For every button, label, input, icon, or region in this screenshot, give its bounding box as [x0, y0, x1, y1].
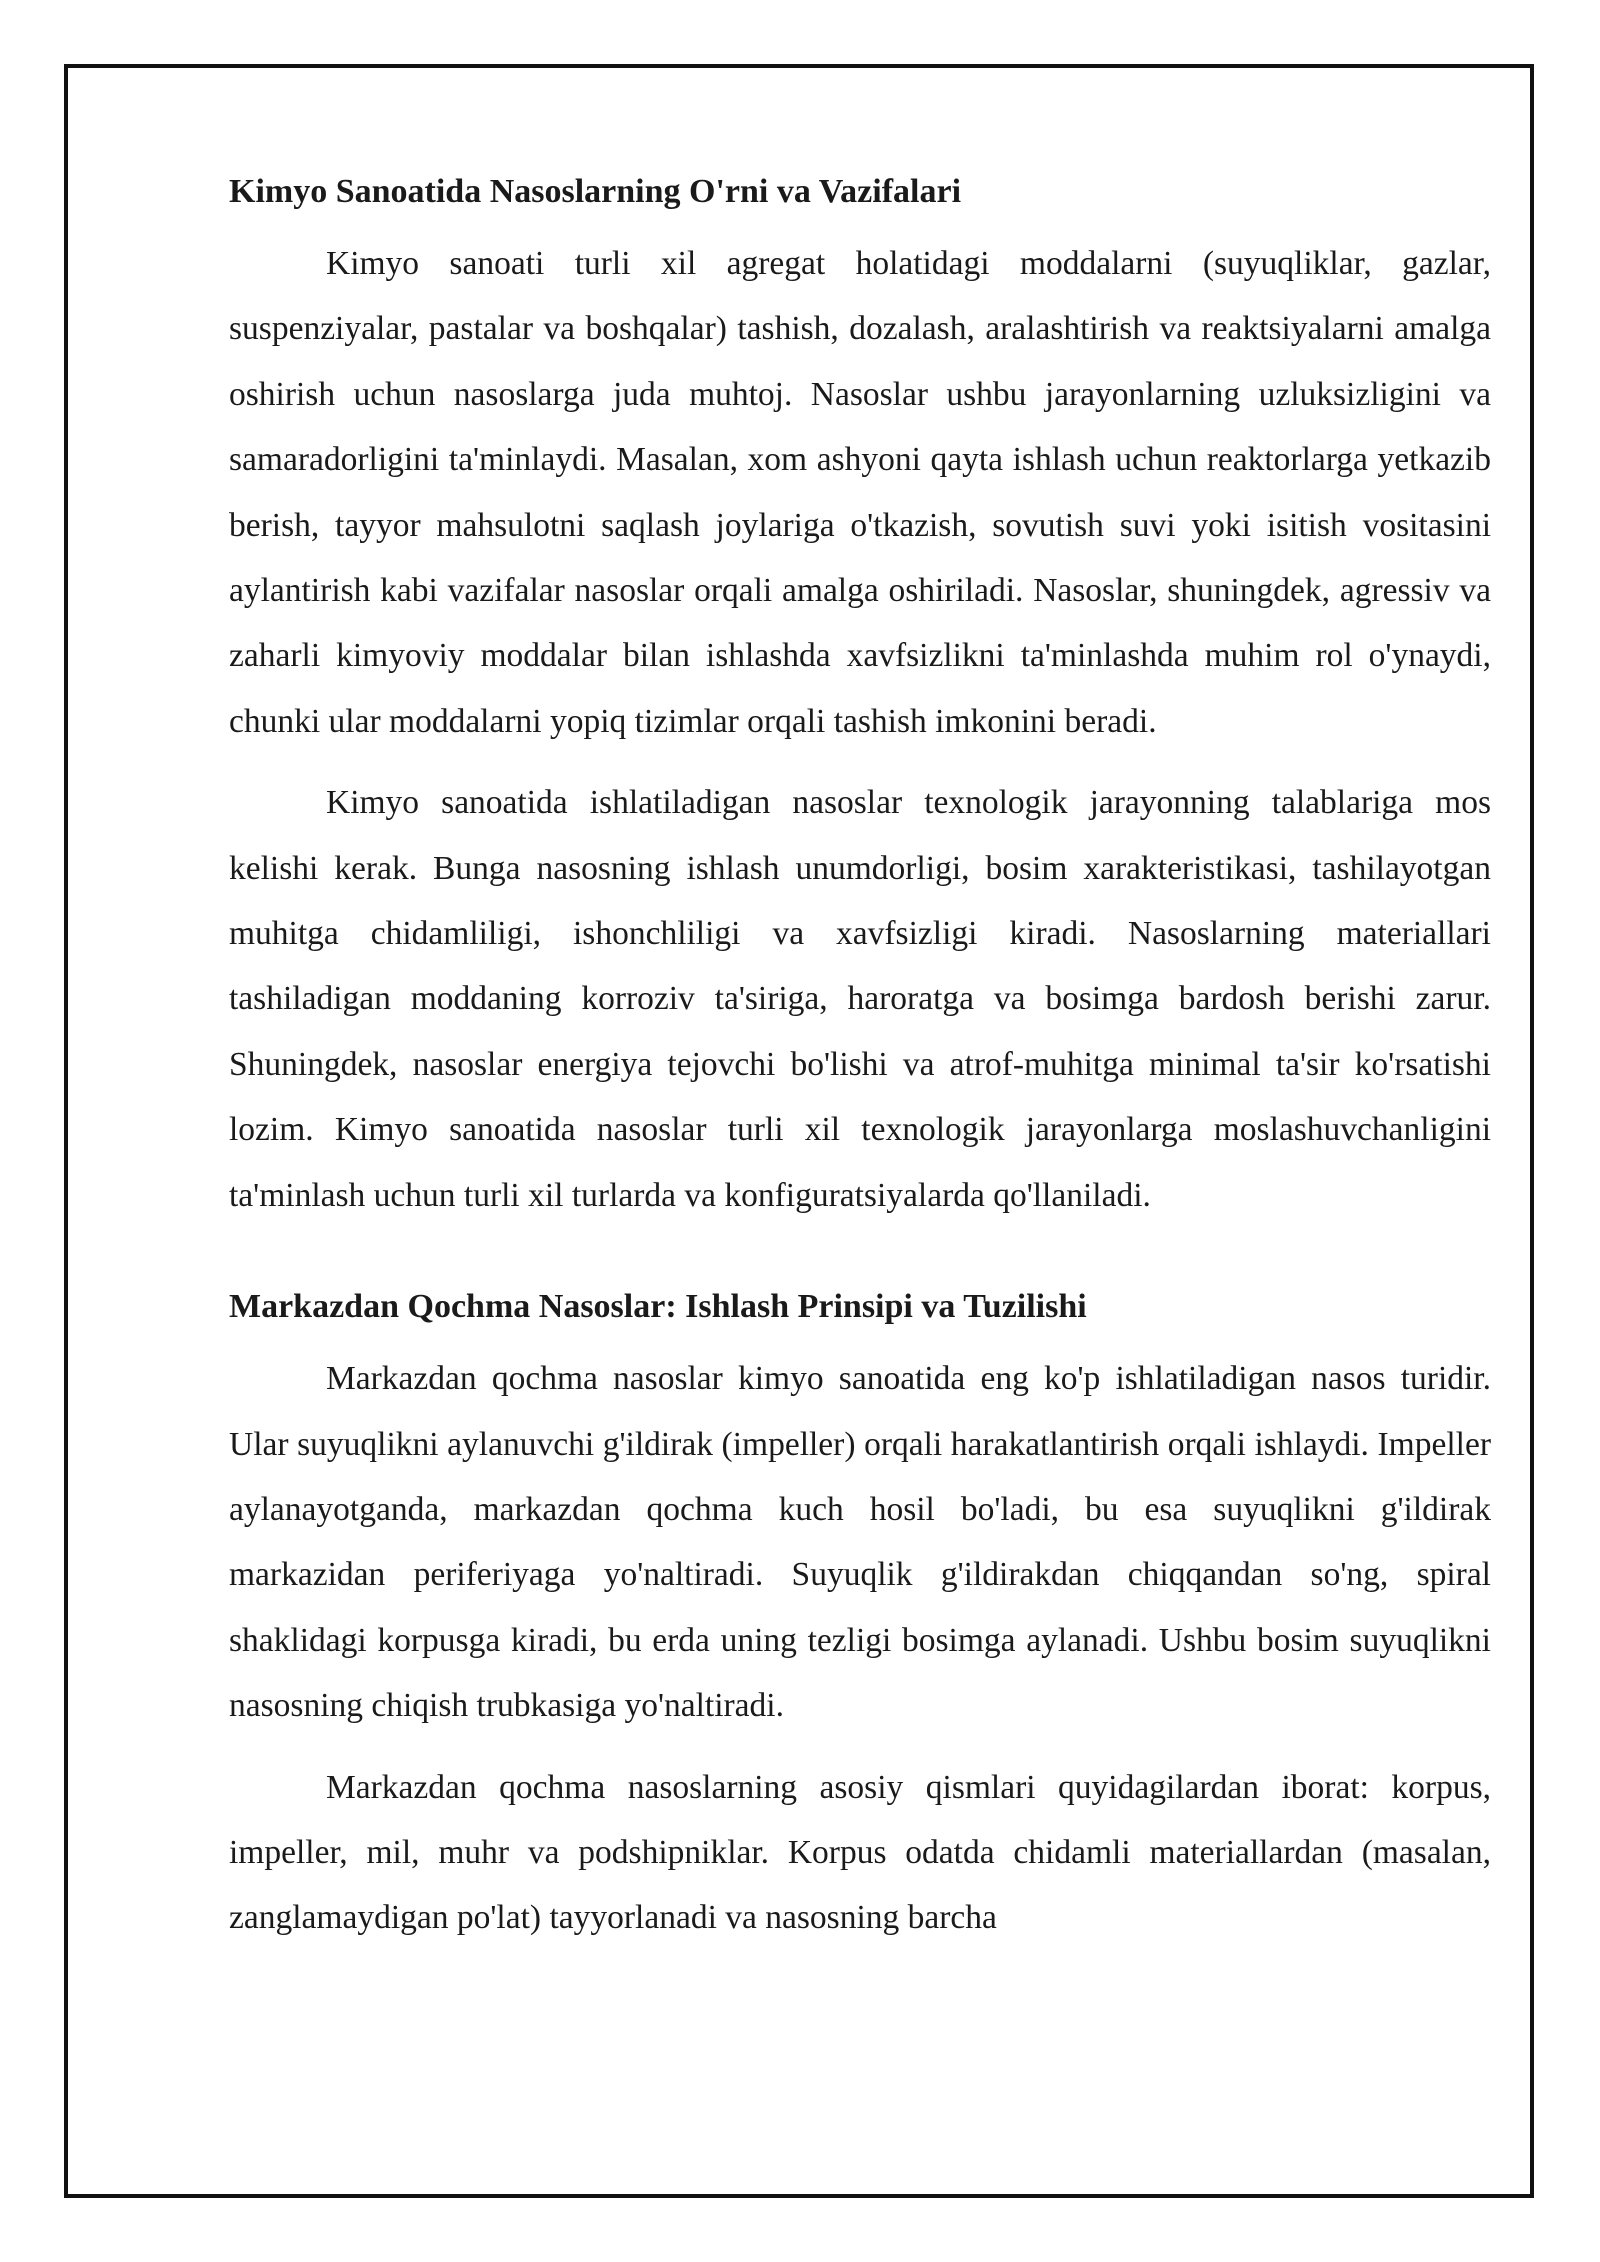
paragraph: Markazdan qochma nasoslar kimyo sanoatida eng ko'p ishlatiladigan nasos turidir. Ular suyuqlikni aylanuvchi g'ildirak (impeller) orqali harakatlantirish orqali ishlaydi. Impeller aylanayotganda, markazdan qochma kuch hosil bo'ladi, bu esa suyuqlikni g'ildirak markazidan periferiyaga yo'naltiradi. Suyuqlik g'ildirakdan chiqqandan so'ng, spiral shaklidagi korpusga kiradi, bu erda uning tezligi bosimga aylanadi. Ushbu bosim suyuqlikni nasosning chiqish trubkasiga yo'naltiradi. — [229, 1360, 1491, 1725]
section-pump-role — [229, 171, 1491, 1228]
paragraph: Kimyo sanoatida ishlatiladigan nasoslar texnologik jarayonning talablariga mos kelishi kerak. Bunga nasosning ishlash unumdorligi, bosim xarakteristikasi, tashilayotgan muhitga chidamliligi, ishonchliligi va xavfsizligi kiradi. Nasoslarning materiallari tashiladigan moddaning korroziv ta'siriga, haroratga va bosimga bardosh berishi zarur. Shuningdek, nasoslar energiya tejovchi bo'lishi va atrof-muhitga minimal ta'sir ko'rsatishi lozim. Kimyo sanoatida nasoslar turli xil texnologik jarayonlarga moslashuvchanligini ta'minlash uchun turli xil turlarda va konfiguratsiyalarda qo'llaniladi. — [229, 784, 1491, 1214]
section-title: Markazdan Qochma Nasoslar: Ishlash Prinsipi va Tuzilishi — [229, 1288, 1087, 1326]
document-body — [229, 171, 1491, 1967]
paragraph: Markazdan qochma nasoslarning asosiy qismlari quyidagilardan iborat: korpus, impeller, mil, muhr va podshipniklar. Korpus odatda chidamli materiallardan (masalan, zanglamaydigan po'lat) tayyorlanadi va nasosning barcha — [229, 1768, 1491, 1937]
section-title: Kimyo Sanoatida Nasoslarning O'rni va Vazifalari — [229, 173, 962, 210]
paragraph: Kimyo sanoati turli xil agregat holatidagi moddalarni (suyuqliklar, gazlar, suspenziyalar, pastalar va boshqalar) tashish, dozalash, aralashtirish va reaktsiyalarni amalga oshirish uchun nasoslarga juda muhtoj. Nasoslar ushbu jarayonlarning uzluksizligini va samaradorligini ta'minlaydi. Masalan, xom ashyoni qayta ishlash uchun reaktorlarga yetkazib berish, tayyor mahsulotni saqlash joylariga o'tkazish, sovutish suvi yoki isitish vositasini aylantirish kabi vazifalar nasoslar orqali amalga oshiriladi. Nasoslar, shuningdek, agressiv va zaharli kimyoviy moddalar bilan ishlashda xavfsizlikni ta'minlashda muhim rol o'ynaydi, chunki ular moddalarni yopiq tizimlar orqali tashish imkonini beradi. — [229, 245, 1491, 740]
section-centrifugal-pumps — [229, 1286, 1491, 1951]
